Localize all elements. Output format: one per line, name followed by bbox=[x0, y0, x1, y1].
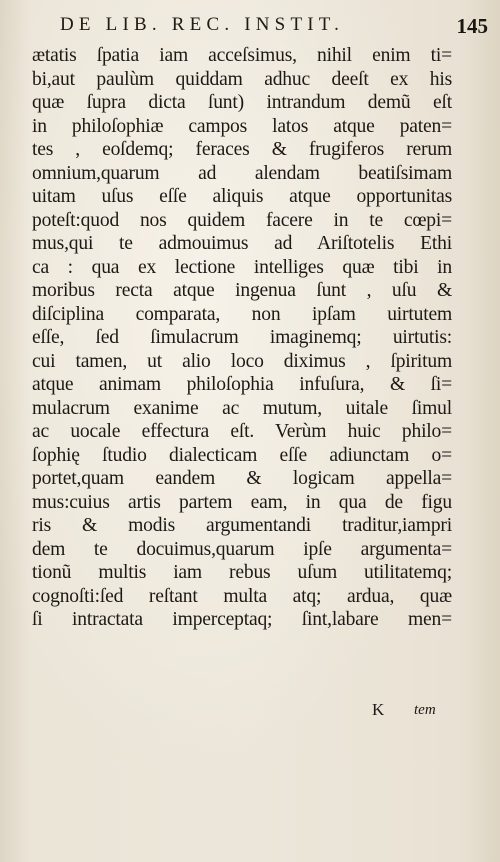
text-line: tes , eoſdemq; feraces & frugiferos rerum bbox=[32, 139, 452, 160]
text-line: omnium,quarum ad alendam beatiſsimam bbox=[32, 162, 452, 184]
text-line: mus,qui te admouimus ad Ariſtotelis Ethi bbox=[32, 233, 452, 254]
text-line: cui tamen, ut alio loco diximus , ſpiritum bbox=[32, 350, 452, 372]
text-line: bi,aut paulùm quiddam adhuc deeſt ex his bbox=[32, 68, 452, 90]
text-line: tionũ multis iam rebus uſum utilitatemq; bbox=[32, 562, 452, 583]
text-line: ſi intractata imperceptaq; ſint,labare men= bbox=[32, 609, 452, 630]
signature-mark: K bbox=[372, 700, 385, 719]
text-line: eſſe, ſed ſimulacrum imaginemq; uirtutis: bbox=[32, 327, 452, 348]
text-line: poteſt:quod nos quidem facere in te cœpi= bbox=[32, 209, 452, 231]
text-line: dem te docuimus,quarum ipſe argumenta= bbox=[32, 538, 452, 560]
page-footer bbox=[0, 700, 500, 724]
text-line: cognoſti:ſed reſtant multa atq; ardua, quæ bbox=[32, 585, 452, 607]
text-line: ſophię ſtudio dialecticam eſſe adiunctam o= bbox=[32, 444, 452, 466]
text-line: diſciplina comparata, non ipſam uirtutem bbox=[32, 303, 452, 325]
text-line: ac uocale effectura eſt. Verùm huic philo= bbox=[32, 421, 452, 442]
text-line: in philoſophiæ campos latos atque paten= bbox=[32, 115, 452, 137]
catchword: tem bbox=[414, 702, 436, 718]
text-line: ca : qua ex lectione intelliges quæ tibi in bbox=[32, 256, 452, 278]
running-head-title: DE LIB. REC. INSTIT. bbox=[60, 14, 345, 35]
running-head bbox=[0, 14, 500, 44]
text-line: quæ ſupra dicta ſunt) intrandum demũ eſt bbox=[32, 92, 452, 113]
text-line: ætatis ſpatia iam acceſsimus, nihil enim ti= bbox=[32, 45, 452, 66]
body-text bbox=[32, 44, 452, 632]
text-line: uitam uſus eſſe aliquis atque opportunitas bbox=[32, 186, 452, 207]
text-line: portet,quam eandem & logicam appella= bbox=[32, 468, 452, 489]
text-line: mulacrum exanime ac mutum, uitale ſimul bbox=[32, 397, 452, 419]
text-line: atque animam philoſophia infuſura, & ſi= bbox=[32, 374, 452, 395]
text-line: ris & modis argumentandi traditur,iampri bbox=[32, 515, 452, 536]
text-line: mus:cuius artis partem eam, in qua de figu bbox=[32, 491, 452, 513]
text-line: moribus recta atque ingenua ſunt , uſu & bbox=[32, 280, 452, 301]
page-number: 145 bbox=[456, 14, 488, 38]
